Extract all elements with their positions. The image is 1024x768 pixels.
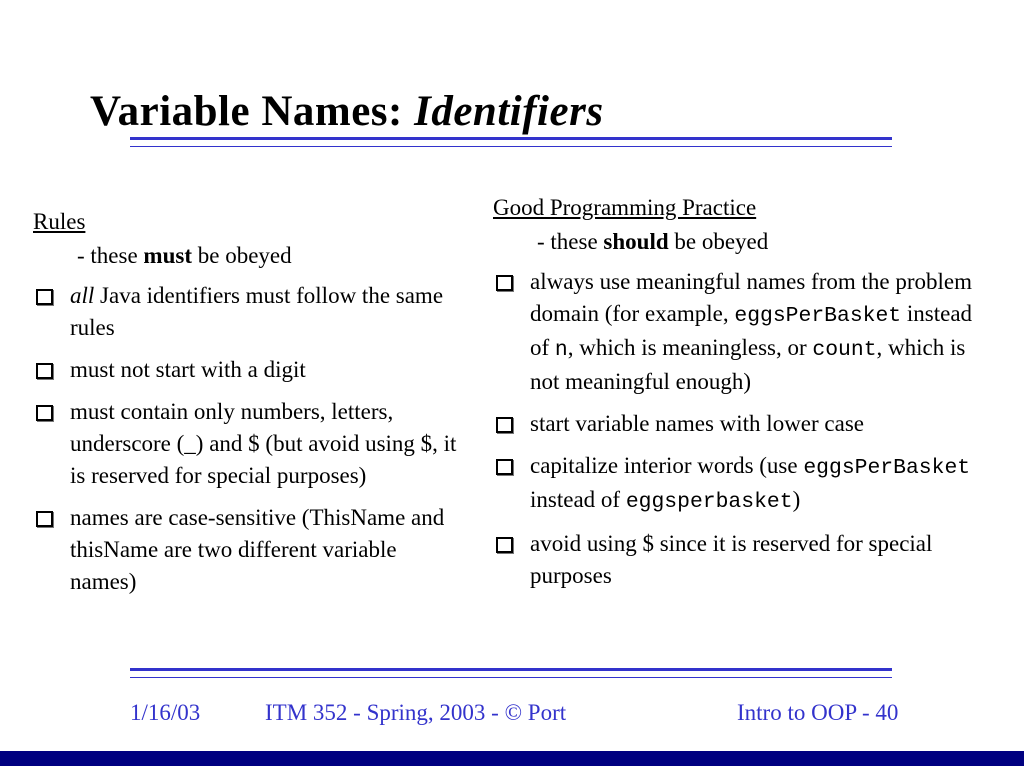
rules-column bbox=[33, 192, 465, 608]
square-bullet-icon bbox=[36, 405, 53, 421]
footer-date: 1/16/03 bbox=[130, 700, 201, 725]
good-practice-column bbox=[493, 192, 991, 608]
text-segment: eggsPerBasket bbox=[734, 304, 902, 328]
bullet-text bbox=[70, 502, 465, 598]
text-segment: - these bbox=[537, 229, 604, 254]
square-bullet-icon bbox=[496, 275, 513, 291]
text-segment: instead of bbox=[530, 487, 626, 512]
square-bullet-icon bbox=[36, 511, 53, 527]
square-bullet-icon bbox=[36, 363, 53, 379]
text-segment: must bbox=[143, 243, 192, 268]
text-segment: must not start with a digit bbox=[70, 357, 306, 382]
text-segment: n bbox=[554, 338, 568, 362]
text-segment: start variable names with lower case bbox=[530, 411, 865, 436]
bullet-item bbox=[493, 450, 991, 518]
bullet-item bbox=[493, 408, 991, 440]
square-bullet-icon bbox=[36, 289, 53, 305]
text-segment: names are case-sensitive (ThisName and thisName are two different variable names) bbox=[70, 505, 445, 594]
rules-heading: Rules bbox=[33, 209, 86, 234]
bullet-item bbox=[33, 502, 465, 598]
text-segment: count bbox=[812, 338, 877, 362]
text-segment: Variable Names: bbox=[90, 87, 415, 135]
text-segment: be obeyed bbox=[668, 229, 769, 254]
text-segment: , which is not meaningful enough) bbox=[530, 335, 966, 394]
text-segment: instead of bbox=[530, 301, 973, 360]
text-segment: capitalize interior words (use bbox=[530, 453, 804, 478]
text-segment: Identifiers bbox=[414, 87, 604, 135]
bullet-item bbox=[493, 266, 991, 398]
footer-page-number: Intro to OOP - 40 bbox=[737, 700, 899, 725]
footer-divider-line bbox=[130, 668, 892, 678]
text-segment: , which is meaningless, or bbox=[567, 335, 813, 360]
rules-subheading bbox=[33, 240, 465, 272]
bullet-text bbox=[70, 354, 465, 386]
bullet-item bbox=[33, 354, 465, 386]
square-bullet-icon bbox=[496, 417, 513, 433]
text-segment: all bbox=[70, 283, 95, 308]
text-segment: Java identifiers must follow the same rules bbox=[70, 283, 444, 340]
bullet-item bbox=[493, 528, 991, 592]
bullet-item bbox=[33, 280, 465, 344]
slide-body bbox=[33, 192, 991, 608]
bullet-item bbox=[33, 396, 465, 492]
rules-bullet-list bbox=[33, 280, 465, 598]
title-divider-line bbox=[130, 137, 892, 147]
square-bullet-icon bbox=[496, 537, 513, 553]
good-practice-subheading bbox=[493, 226, 991, 258]
bullet-text bbox=[530, 408, 991, 440]
bullet-text bbox=[530, 266, 991, 398]
good-practice-bullet-list bbox=[493, 266, 991, 592]
text-segment: be obeyed bbox=[191, 243, 292, 268]
footer-course-label: ITM 352 - Spring, 2003 - © Port bbox=[265, 700, 567, 725]
text-segment: must contain only numbers, letters, underscore (_) and $ (but avoid using $, it is reserved for special purposes) bbox=[70, 399, 457, 488]
page-title bbox=[90, 87, 604, 136]
good-practice-heading: Good Programming Practice bbox=[493, 195, 757, 220]
bullet-text bbox=[70, 396, 465, 492]
bottom-accent-bar bbox=[0, 751, 1024, 766]
text-segment: avoid using $ since it is reserved for special purposes bbox=[530, 531, 933, 588]
text-segment: eggsPerBasket bbox=[803, 456, 971, 480]
bullet-text bbox=[70, 280, 465, 344]
text-segment: eggsperbasket bbox=[625, 490, 793, 514]
text-segment: - these bbox=[77, 243, 144, 268]
bullet-text bbox=[530, 528, 991, 592]
text-segment: always use meaningful names from the problem domain (for example, bbox=[530, 269, 972, 326]
text-segment: should bbox=[603, 229, 669, 254]
text-segment: ) bbox=[792, 487, 801, 512]
bullet-text bbox=[530, 450, 991, 518]
footer bbox=[0, 700, 1024, 734]
square-bullet-icon bbox=[496, 459, 513, 475]
